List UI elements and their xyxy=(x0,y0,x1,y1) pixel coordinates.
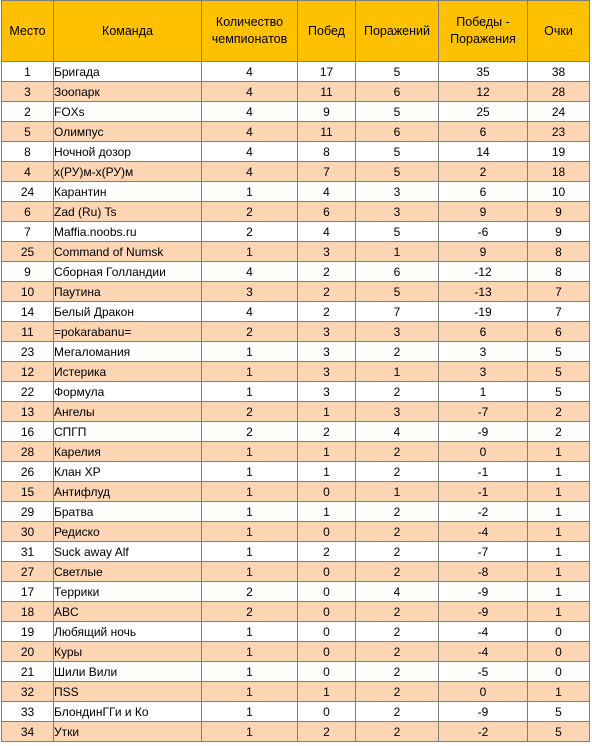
cell-losses[interactable]: 2 xyxy=(356,662,439,682)
cell-points[interactable]: 1 xyxy=(528,502,590,522)
cell-losses[interactable]: 2 xyxy=(356,602,439,622)
cell-losses[interactable]: 3 xyxy=(356,182,439,202)
cell-losses[interactable]: 5 xyxy=(356,62,439,82)
cell-place[interactable]: 32 xyxy=(2,682,54,702)
cell-wins[interactable]: 0 xyxy=(298,622,356,642)
cell-diff[interactable]: 0 xyxy=(439,442,528,462)
cell-wins[interactable]: 1 xyxy=(298,682,356,702)
cell-points[interactable]: 23 xyxy=(528,122,590,142)
header-diff[interactable]: Победы - Поражения xyxy=(439,1,528,62)
cell-team[interactable]: Maffia.noobs.ru xyxy=(54,222,202,242)
cell-team[interactable]: СПГП xyxy=(54,422,202,442)
cell-team[interactable]: Zad (Ru) Ts xyxy=(54,202,202,222)
cell-losses[interactable]: 6 xyxy=(356,82,439,102)
cell-losses[interactable]: 3 xyxy=(356,322,439,342)
table-row xyxy=(2,122,590,142)
cell-points[interactable]: 5 xyxy=(528,362,590,382)
table-row xyxy=(2,442,590,462)
cell-diff[interactable]: -1 xyxy=(439,482,528,502)
cell-wins[interactable]: 3 xyxy=(298,322,356,342)
cell-losses[interactable]: 4 xyxy=(356,582,439,602)
cell-team[interactable]: Антифлуд xyxy=(54,482,202,502)
cell-points[interactable]: 0 xyxy=(528,642,590,662)
cell-points[interactable]: 9 xyxy=(528,202,590,222)
cell-diff[interactable]: 35 xyxy=(439,62,528,82)
cell-team[interactable]: Карелия xyxy=(54,442,202,462)
cell-place[interactable]: 1 xyxy=(2,62,54,82)
cell-championships[interactable]: 4 xyxy=(202,302,298,322)
cell-championships[interactable]: 4 xyxy=(202,122,298,142)
table-row xyxy=(2,382,590,402)
cell-diff[interactable]: -9 xyxy=(439,582,528,602)
cell-place[interactable]: 33 xyxy=(2,702,54,722)
cell-wins[interactable]: 7 xyxy=(298,162,356,182)
cell-diff[interactable]: 12 xyxy=(439,82,528,102)
cell-wins[interactable]: 0 xyxy=(298,662,356,682)
cell-losses[interactable]: 2 xyxy=(356,642,439,662)
cell-place[interactable]: 20 xyxy=(2,642,54,662)
cell-wins[interactable]: 3 xyxy=(298,362,356,382)
cell-wins[interactable]: 0 xyxy=(298,522,356,542)
cell-place[interactable]: 11 xyxy=(2,322,54,342)
cell-championships[interactable]: 4 xyxy=(202,102,298,122)
cell-place[interactable]: 30 xyxy=(2,522,54,542)
cell-diff[interactable]: 6 xyxy=(439,322,528,342)
cell-championships[interactable]: 2 xyxy=(202,402,298,422)
cell-team[interactable]: Ночной дозор xyxy=(54,142,202,162)
cell-wins[interactable]: 2 xyxy=(298,542,356,562)
cell-championships[interactable]: 3 xyxy=(202,282,298,302)
cell-championships[interactable]: 1 xyxy=(202,542,298,562)
cell-points[interactable]: 0 xyxy=(528,662,590,682)
cell-championships[interactable]: 1 xyxy=(202,642,298,662)
cell-losses[interactable]: 2 xyxy=(356,622,439,642)
cell-place[interactable]: 15 xyxy=(2,482,54,502)
cell-place[interactable]: 10 xyxy=(2,282,54,302)
cell-points[interactable]: 5 xyxy=(528,342,590,362)
cell-championships[interactable]: 2 xyxy=(202,422,298,442)
cell-points[interactable]: 2 xyxy=(528,402,590,422)
cell-team[interactable]: Ангелы xyxy=(54,402,202,422)
table-row xyxy=(2,62,590,82)
cell-wins[interactable]: 4 xyxy=(298,222,356,242)
cell-diff[interactable]: -19 xyxy=(439,302,528,322)
cell-championships[interactable]: 2 xyxy=(202,582,298,602)
cell-place[interactable]: 34 xyxy=(2,722,54,742)
cell-points[interactable]: 5 xyxy=(528,382,590,402)
cell-wins[interactable]: 3 xyxy=(298,382,356,402)
cell-team[interactable]: Куры xyxy=(54,642,202,662)
table-row xyxy=(2,302,590,322)
cell-team[interactable]: Истерика xyxy=(54,362,202,382)
table-row xyxy=(2,682,590,702)
cell-place[interactable]: 3 xyxy=(2,82,54,102)
cell-team[interactable]: Command of Numsk xyxy=(54,242,202,262)
cell-points[interactable]: 1 xyxy=(528,542,590,562)
header-points[interactable]: Очки xyxy=(528,1,590,62)
cell-diff[interactable]: 6 xyxy=(439,122,528,142)
cell-team[interactable]: Редиско xyxy=(54,522,202,542)
cell-place[interactable]: 22 xyxy=(2,382,54,402)
cell-points[interactable]: 9 xyxy=(528,222,590,242)
cell-wins[interactable]: 0 xyxy=(298,702,356,722)
cell-points[interactable]: 10 xyxy=(528,182,590,202)
cell-diff[interactable]: -4 xyxy=(439,622,528,642)
cell-diff[interactable]: -9 xyxy=(439,702,528,722)
cell-team[interactable]: БлондинГГи и Ко xyxy=(54,702,202,722)
table-row xyxy=(2,362,590,382)
cell-losses[interactable]: 2 xyxy=(356,382,439,402)
cell-losses[interactable]: 6 xyxy=(356,122,439,142)
cell-team[interactable]: Светлые xyxy=(54,562,202,582)
cell-wins[interactable]: 8 xyxy=(298,142,356,162)
cell-championships[interactable]: 1 xyxy=(202,362,298,382)
cell-diff[interactable]: 1 xyxy=(439,382,528,402)
table-row xyxy=(2,162,590,182)
cell-wins[interactable]: 0 xyxy=(298,562,356,582)
cell-diff[interactable]: -2 xyxy=(439,502,528,522)
cell-losses[interactable]: 1 xyxy=(356,362,439,382)
cell-points[interactable]: 1 xyxy=(528,442,590,462)
cell-place[interactable]: 26 xyxy=(2,462,54,482)
cell-place[interactable]: 4 xyxy=(2,162,54,182)
cell-losses[interactable]: 2 xyxy=(356,562,439,582)
cell-points[interactable]: 7 xyxy=(528,282,590,302)
cell-diff[interactable]: -7 xyxy=(439,402,528,422)
cell-diff[interactable]: -1 xyxy=(439,462,528,482)
cell-points[interactable]: 18 xyxy=(528,162,590,182)
cell-championships[interactable]: 4 xyxy=(202,162,298,182)
table-row xyxy=(2,722,590,742)
cell-losses[interactable]: 7 xyxy=(356,302,439,322)
cell-points[interactable]: 38 xyxy=(528,62,590,82)
cell-place[interactable]: 19 xyxy=(2,622,54,642)
cell-points[interactable]: 1 xyxy=(528,522,590,542)
cell-losses[interactable]: 4 xyxy=(356,422,439,442)
cell-championships[interactable]: 2 xyxy=(202,202,298,222)
cell-team[interactable]: Формула xyxy=(54,382,202,402)
cell-championships[interactable]: 4 xyxy=(202,262,298,282)
cell-losses[interactable]: 5 xyxy=(356,102,439,122)
cell-diff[interactable]: 25 xyxy=(439,102,528,122)
cell-place[interactable]: 31 xyxy=(2,542,54,562)
cell-team[interactable]: Террики xyxy=(54,582,202,602)
cell-championships[interactable]: 1 xyxy=(202,522,298,542)
cell-place[interactable]: 6 xyxy=(2,202,54,222)
cell-championships[interactable]: 1 xyxy=(202,182,298,202)
cell-championships[interactable]: 4 xyxy=(202,142,298,162)
cell-points[interactable]: 5 xyxy=(528,702,590,722)
cell-team[interactable]: х(РУ)м-х(РУ)м xyxy=(54,162,202,182)
cell-championships[interactable]: 1 xyxy=(202,502,298,522)
cell-team[interactable]: Мегаломания xyxy=(54,342,202,362)
cell-place[interactable]: 18 xyxy=(2,602,54,622)
cell-losses[interactable]: 6 xyxy=(356,262,439,282)
cell-points[interactable]: 1 xyxy=(528,602,590,622)
cell-points[interactable]: 1 xyxy=(528,682,590,702)
cell-losses[interactable]: 2 xyxy=(356,342,439,362)
cell-championships[interactable]: 1 xyxy=(202,482,298,502)
cell-points[interactable]: 6 xyxy=(528,322,590,342)
cell-wins[interactable]: 2 xyxy=(298,282,356,302)
table-row xyxy=(2,622,590,642)
cell-points[interactable]: 0 xyxy=(528,622,590,642)
table-row xyxy=(2,242,590,262)
cell-place[interactable]: 9 xyxy=(2,262,54,282)
cell-points[interactable]: 8 xyxy=(528,262,590,282)
cell-team[interactable]: Утки xyxy=(54,722,202,742)
cell-losses[interactable]: 1 xyxy=(356,482,439,502)
cell-place[interactable]: 14 xyxy=(2,302,54,322)
cell-team[interactable]: Зоопарк xyxy=(54,82,202,102)
cell-points[interactable]: 1 xyxy=(528,482,590,502)
cell-diff[interactable]: -13 xyxy=(439,282,528,302)
cell-place[interactable]: 25 xyxy=(2,242,54,262)
cell-losses[interactable]: 2 xyxy=(356,502,439,522)
cell-championships[interactable]: 1 xyxy=(202,342,298,362)
cell-place[interactable]: 29 xyxy=(2,502,54,522)
cell-place[interactable]: 12 xyxy=(2,362,54,382)
cell-losses[interactable]: 2 xyxy=(356,442,439,462)
header-place[interactable]: Место xyxy=(2,1,54,62)
table-row xyxy=(2,602,590,622)
cell-wins[interactable]: 6 xyxy=(298,202,356,222)
cell-wins[interactable]: 1 xyxy=(298,402,356,422)
cell-wins[interactable]: 0 xyxy=(298,482,356,502)
cell-place[interactable]: 23 xyxy=(2,342,54,362)
cell-wins[interactable]: 0 xyxy=(298,642,356,662)
cell-diff[interactable]: 3 xyxy=(439,342,528,362)
cell-diff[interactable]: 0 xyxy=(439,682,528,702)
cell-losses[interactable]: 3 xyxy=(356,202,439,222)
cell-team[interactable]: Белый Дракон xyxy=(54,302,202,322)
table-row xyxy=(2,402,590,422)
cell-championships[interactable]: 1 xyxy=(202,682,298,702)
cell-place[interactable]: 16 xyxy=(2,422,54,442)
cell-wins[interactable]: 1 xyxy=(298,442,356,462)
table-row xyxy=(2,342,590,362)
cell-points[interactable]: 2 xyxy=(528,422,590,442)
header-team[interactable]: Команда xyxy=(54,1,202,62)
table-row xyxy=(2,262,590,282)
cell-place[interactable]: 28 xyxy=(2,442,54,462)
cell-team[interactable]: Шили Вили xyxy=(54,662,202,682)
cell-points[interactable]: 1 xyxy=(528,462,590,482)
table-row xyxy=(2,642,590,662)
cell-diff[interactable]: 9 xyxy=(439,242,528,262)
cell-place[interactable]: 7 xyxy=(2,222,54,242)
cell-points[interactable]: 19 xyxy=(528,142,590,162)
table-row xyxy=(2,502,590,522)
header-row xyxy=(2,1,590,62)
cell-championships[interactable]: 1 xyxy=(202,242,298,262)
table-row xyxy=(2,482,590,502)
cell-championships[interactable]: 1 xyxy=(202,442,298,462)
cell-points[interactable]: 5 xyxy=(528,722,590,742)
cell-team[interactable]: Клан XP xyxy=(54,462,202,482)
table-row xyxy=(2,102,590,122)
cell-place[interactable]: 21 xyxy=(2,662,54,682)
cell-wins[interactable]: 0 xyxy=(298,582,356,602)
cell-wins[interactable]: 3 xyxy=(298,342,356,362)
cell-losses[interactable]: 2 xyxy=(356,542,439,562)
cell-team[interactable]: FOXs xyxy=(54,102,202,122)
cell-diff[interactable]: -9 xyxy=(439,602,528,622)
cell-points[interactable]: 8 xyxy=(528,242,590,262)
cell-diff[interactable]: 3 xyxy=(439,362,528,382)
cell-diff[interactable]: -4 xyxy=(439,642,528,662)
table-row xyxy=(2,182,590,202)
standings-table xyxy=(1,0,590,742)
cell-diff[interactable]: -7 xyxy=(439,542,528,562)
cell-place[interactable]: 8 xyxy=(2,142,54,162)
table-body xyxy=(2,62,590,742)
cell-place[interactable]: 2 xyxy=(2,102,54,122)
table-row xyxy=(2,542,590,562)
cell-losses[interactable]: 5 xyxy=(356,142,439,162)
header-losses[interactable]: Поражений xyxy=(356,1,439,62)
header-championships[interactable]: Количество чемпионатов xyxy=(202,1,298,62)
cell-losses[interactable]: 2 xyxy=(356,702,439,722)
cell-losses[interactable]: 5 xyxy=(356,162,439,182)
cell-place[interactable]: 27 xyxy=(2,562,54,582)
cell-championships[interactable]: 2 xyxy=(202,322,298,342)
cell-championships[interactable]: 2 xyxy=(202,222,298,242)
cell-team[interactable]: Suck away Alf xyxy=(54,542,202,562)
cell-championships[interactable]: 1 xyxy=(202,662,298,682)
cell-championships[interactable]: 1 xyxy=(202,462,298,482)
cell-points[interactable]: 1 xyxy=(528,562,590,582)
cell-points[interactable]: 24 xyxy=(528,102,590,122)
cell-championships[interactable]: 1 xyxy=(202,722,298,742)
cell-losses[interactable]: 2 xyxy=(356,682,439,702)
cell-team[interactable]: ПSS xyxy=(54,682,202,702)
cell-wins[interactable]: 1 xyxy=(298,502,356,522)
cell-points[interactable]: 28 xyxy=(528,82,590,102)
table-row xyxy=(2,422,590,442)
cell-losses[interactable]: 2 xyxy=(356,722,439,742)
table-row xyxy=(2,522,590,542)
cell-points[interactable]: 1 xyxy=(528,582,590,602)
table-row xyxy=(2,282,590,302)
table-row xyxy=(2,142,590,162)
cell-championships[interactable]: 2 xyxy=(202,602,298,622)
table-row xyxy=(2,82,590,102)
table-row xyxy=(2,202,590,222)
cell-championships[interactable]: 1 xyxy=(202,382,298,402)
cell-wins[interactable]: 2 xyxy=(298,722,356,742)
cell-wins[interactable]: 0 xyxy=(298,602,356,622)
cell-wins[interactable]: 2 xyxy=(298,422,356,442)
cell-wins[interactable]: 9 xyxy=(298,102,356,122)
cell-losses[interactable]: 5 xyxy=(356,222,439,242)
cell-losses[interactable]: 2 xyxy=(356,462,439,482)
cell-diff[interactable]: 6 xyxy=(439,182,528,202)
cell-team[interactable]: Карантин xyxy=(54,182,202,202)
cell-losses[interactable]: 3 xyxy=(356,402,439,422)
table-row xyxy=(2,562,590,582)
cell-championships[interactable]: 1 xyxy=(202,562,298,582)
cell-wins[interactable]: 11 xyxy=(298,122,356,142)
cell-losses[interactable]: 2 xyxy=(356,522,439,542)
cell-diff[interactable]: -12 xyxy=(439,262,528,282)
cell-team[interactable]: ABC xyxy=(54,602,202,622)
cell-wins[interactable]: 11 xyxy=(298,82,356,102)
table-row xyxy=(2,582,590,602)
cell-diff[interactable]: 2 xyxy=(439,162,528,182)
cell-championships[interactable]: 1 xyxy=(202,622,298,642)
cell-wins[interactable]: 2 xyxy=(298,262,356,282)
cell-losses[interactable]: 5 xyxy=(356,282,439,302)
cell-team[interactable]: =pokarabanu= xyxy=(54,322,202,342)
cell-team[interactable]: Братва xyxy=(54,502,202,522)
cell-wins[interactable]: 2 xyxy=(298,302,356,322)
cell-championships[interactable]: 4 xyxy=(202,82,298,102)
cell-points[interactable]: 7 xyxy=(528,302,590,322)
cell-diff[interactable]: -6 xyxy=(439,222,528,242)
cell-diff[interactable]: -4 xyxy=(439,522,528,542)
table-row xyxy=(2,662,590,682)
table-row xyxy=(2,702,590,722)
cell-losses[interactable]: 1 xyxy=(356,242,439,262)
cell-diff[interactable]: -9 xyxy=(439,422,528,442)
cell-diff[interactable]: 14 xyxy=(439,142,528,162)
cell-wins[interactable]: 17 xyxy=(298,62,356,82)
table-row xyxy=(2,322,590,342)
cell-team[interactable]: Паутина xyxy=(54,282,202,302)
header-wins[interactable]: Побед xyxy=(298,1,356,62)
cell-team[interactable]: Сборная Голландии xyxy=(54,262,202,282)
cell-place[interactable]: 24 xyxy=(2,182,54,202)
cell-championships[interactable]: 4 xyxy=(202,62,298,82)
cell-diff[interactable]: -2 xyxy=(439,722,528,742)
cell-team[interactable]: Любящий ночь xyxy=(54,622,202,642)
cell-team[interactable]: Олимпус xyxy=(54,122,202,142)
cell-diff[interactable]: 9 xyxy=(439,202,528,222)
table-row xyxy=(2,222,590,242)
cell-place[interactable]: 13 xyxy=(2,402,54,422)
cell-place[interactable]: 17 xyxy=(2,582,54,602)
cell-diff[interactable]: -8 xyxy=(439,562,528,582)
cell-place[interactable]: 5 xyxy=(2,122,54,142)
cell-wins[interactable]: 4 xyxy=(298,182,356,202)
cell-diff[interactable]: -5 xyxy=(439,662,528,682)
cell-championships[interactable]: 1 xyxy=(202,702,298,722)
table-row xyxy=(2,462,590,482)
cell-team[interactable]: Бригада xyxy=(54,62,202,82)
cell-wins[interactable]: 1 xyxy=(298,462,356,482)
cell-wins[interactable]: 3 xyxy=(298,242,356,262)
